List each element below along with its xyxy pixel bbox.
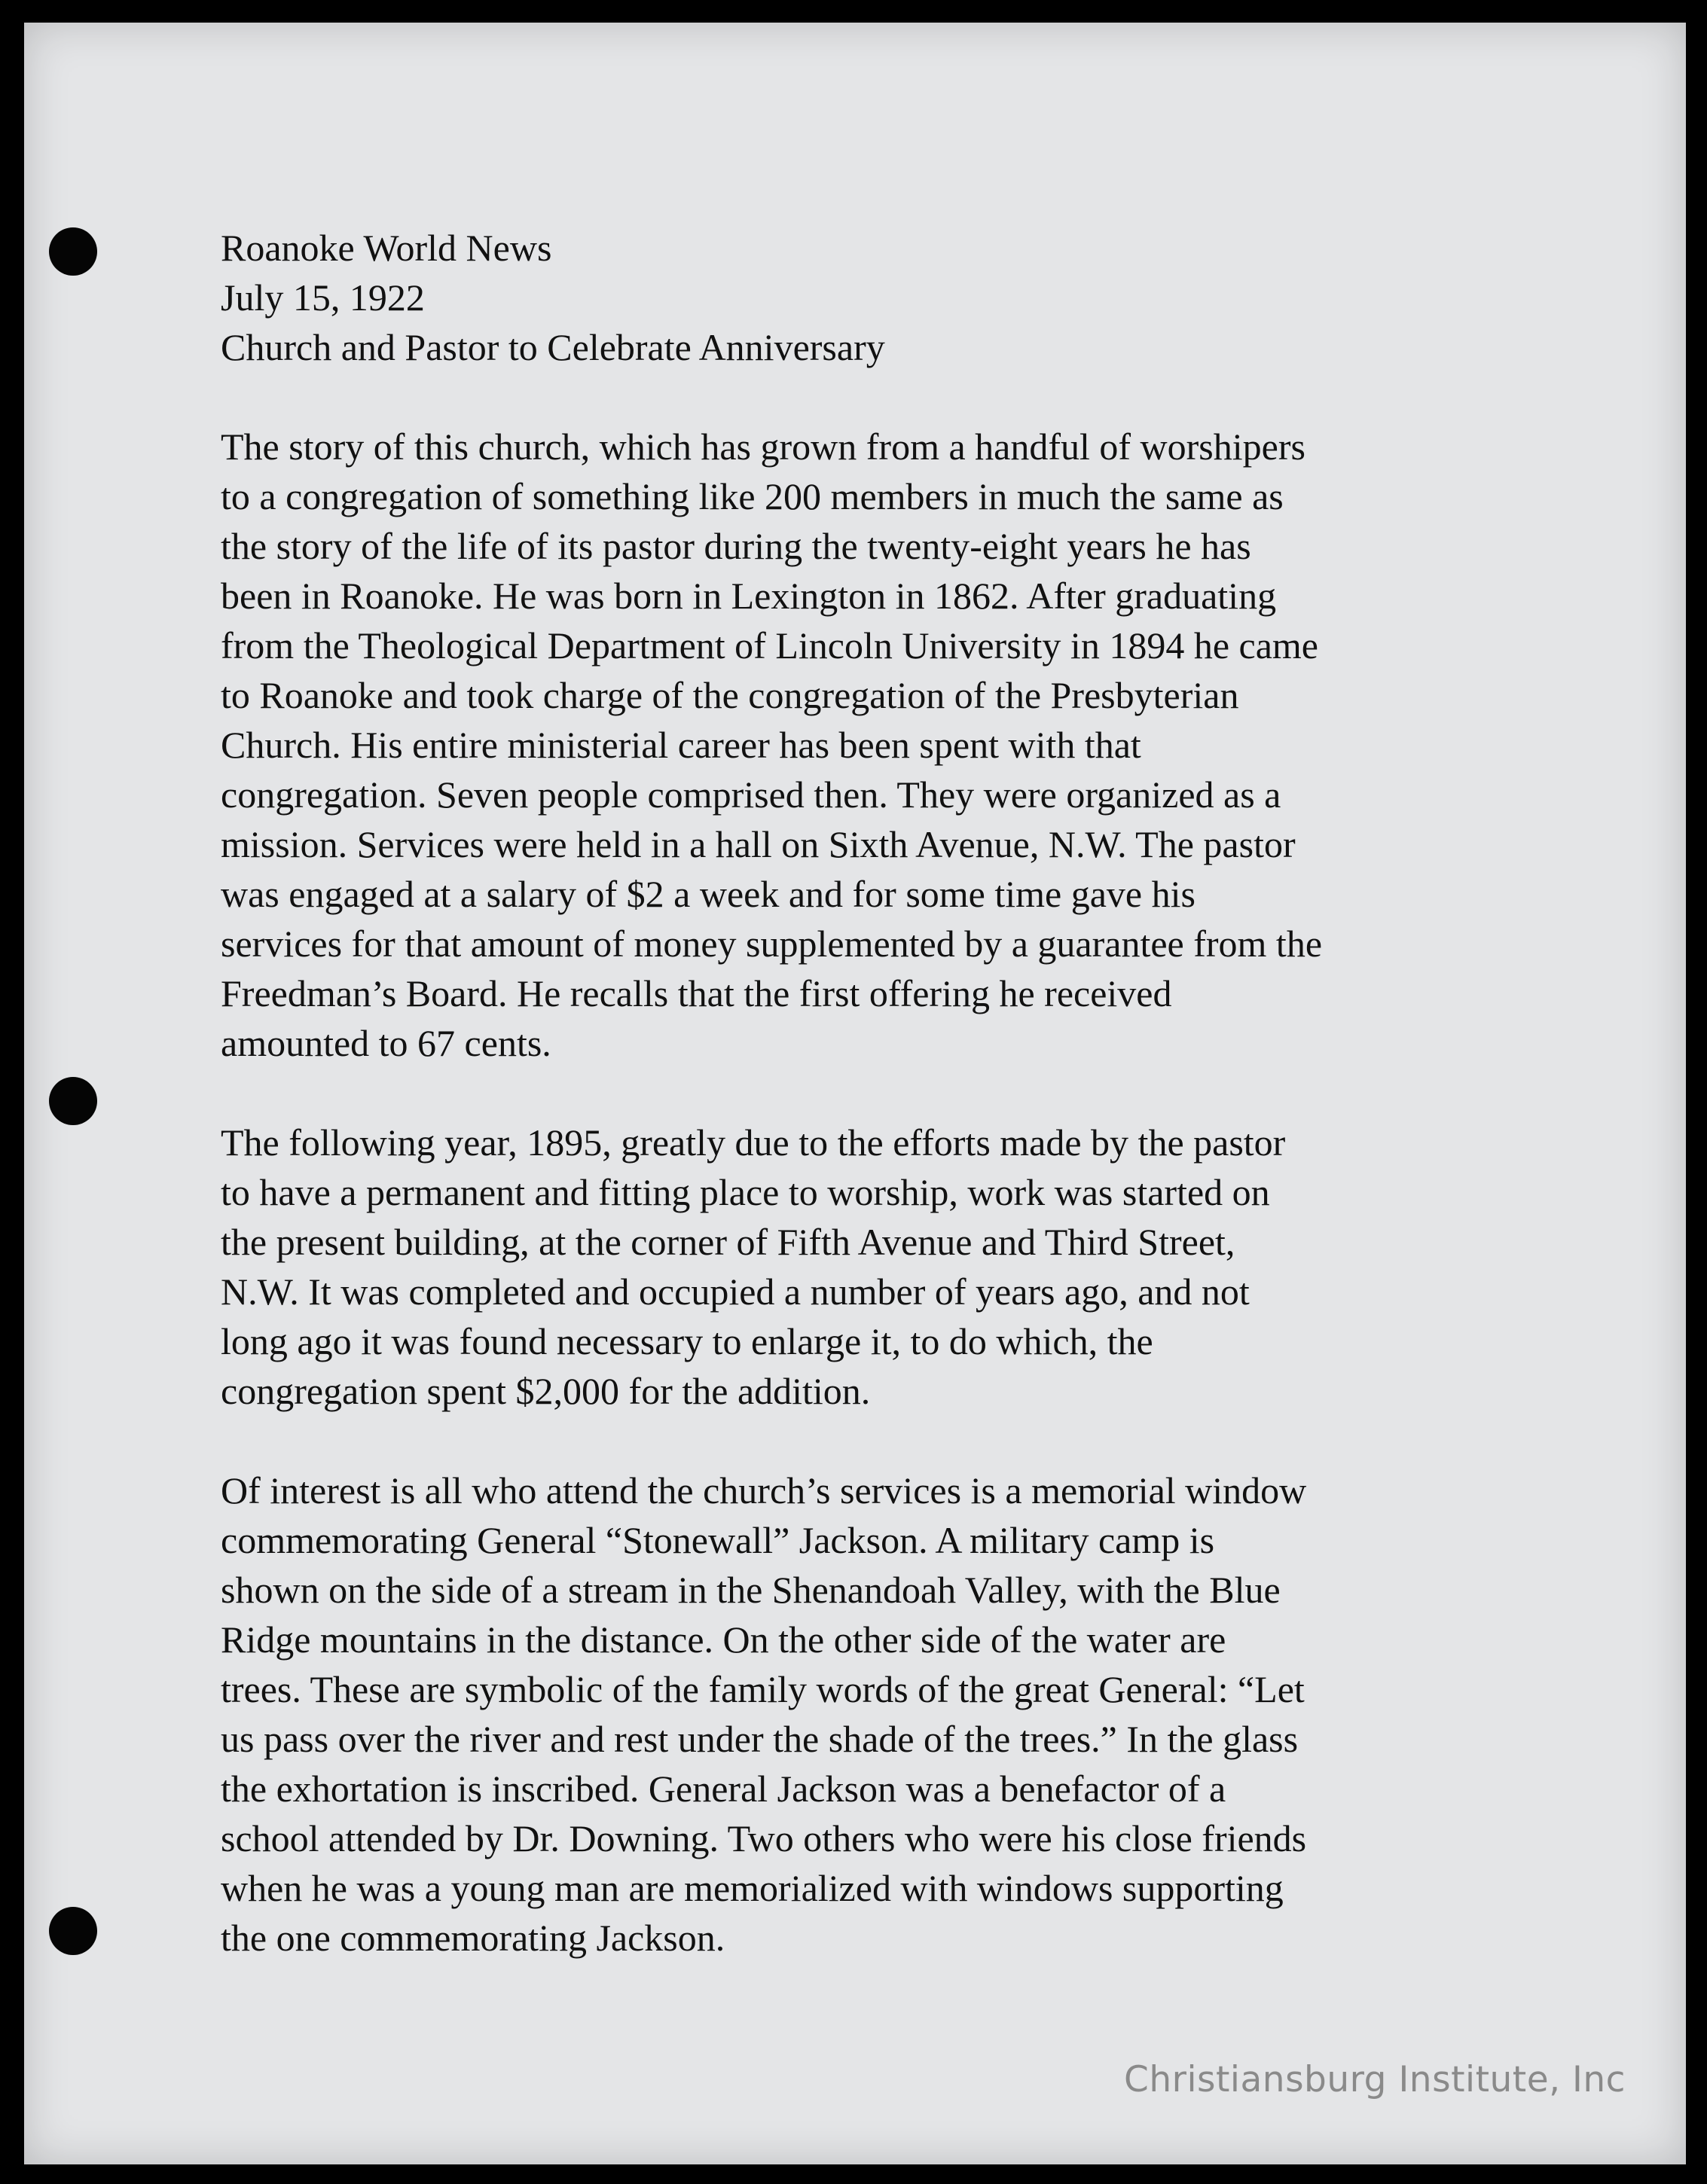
paragraph-line: the story of the life of its pastor during the twenty-eight years he has — [221, 525, 1251, 567]
paragraph-line: services for that amount of money supplemented by a guarantee from the — [221, 923, 1323, 965]
punch-hole-bottom — [49, 1907, 97, 1955]
paragraph-line: Church. His entire ministerial career has been spent with that — [221, 724, 1141, 766]
paragraph-line: N.W. It was completed and occupied a number of years ago, and not — [221, 1270, 1250, 1313]
paragraph-line: from the Theological Department of Lincoln University in 1894 he came — [221, 624, 1318, 666]
paragraph-line: was engaged at a salary of $2 a week and for some time gave his — [221, 873, 1196, 915]
paragraph-line: to a congregation of something like 200 members in much the same as — [221, 475, 1284, 517]
document-content — [221, 223, 1516, 1963]
paragraph-line: the exhortation is inscribed. General Jackson was a benefactor of a — [221, 1768, 1226, 1810]
paragraph-line: The following year, 1895, greatly due to the efforts made by the pastor — [221, 1121, 1286, 1164]
paragraph-line: been in Roanoke. He was born in Lexington in 1862. After graduating — [221, 575, 1277, 617]
paragraph-line: to Roanoke and took charge of the congregation of the Presbyterian — [221, 674, 1239, 716]
paragraph-line: amounted to 67 cents. — [221, 1022, 551, 1064]
publication-date: July 15, 1922 — [221, 276, 425, 319]
watermark-text: Christiansburg Institute, Inc — [1124, 2059, 1626, 2100]
paragraph-line: us pass over the river and rest under the shade of the trees.” In the glass — [221, 1718, 1299, 1760]
paragraph-line: Ridge mountains in the distance. On the other side of the water are — [221, 1618, 1226, 1661]
paragraph-line: commemorating General “Stonewall” Jackson. A military camp is — [221, 1519, 1215, 1561]
paragraph-line: long ago it was found necessary to enlarge it, to do which, the — [221, 1320, 1153, 1362]
paragraph-3 — [221, 1466, 1516, 1963]
paragraph-line: the one commemorating Jackson. — [221, 1917, 725, 1959]
paragraph-line: trees. These are symbolic of the family words of the great General: “Let — [221, 1668, 1305, 1710]
paragraph-line: Of interest is all who attend the church’s services is a memorial window — [221, 1469, 1307, 1511]
paragraph-line: shown on the side of a stream in the Shenandoah Valley, with the Blue — [221, 1569, 1281, 1611]
paragraph-line: The story of this church, which has grown from a handful of worshipers — [221, 426, 1305, 468]
punch-hole-middle — [49, 1077, 97, 1125]
paragraph-line: mission. Services were held in a hall on Sixth Avenue, N.W. The pastor — [221, 823, 1296, 865]
publication-name: Roanoke World News — [221, 227, 552, 269]
paragraph-line: when he was a young man are memorialized with windows supporting — [221, 1867, 1284, 1909]
paragraph-line: to have a permanent and fitting place to worship, work was started on — [221, 1171, 1270, 1213]
punch-hole-top — [49, 227, 97, 276]
paragraph-line: the present building, at the corner of Fifth Avenue and Third Street, — [221, 1221, 1235, 1263]
paragraph-2 — [221, 1118, 1516, 1416]
paragraph-line: school attended by Dr. Downing. Two others who were his close friends — [221, 1817, 1307, 1859]
article-headline: Church and Pastor to Celebrate Anniversary — [221, 326, 885, 368]
paragraph-1 — [221, 422, 1516, 1068]
paragraph-line: congregation. Seven people comprised then. They were organized as a — [221, 773, 1281, 816]
paragraph-line: congregation spent $2,000 for the addition. — [221, 1370, 871, 1412]
paragraph-line: Freedman’s Board. He recalls that the first offering he received — [221, 972, 1172, 1014]
